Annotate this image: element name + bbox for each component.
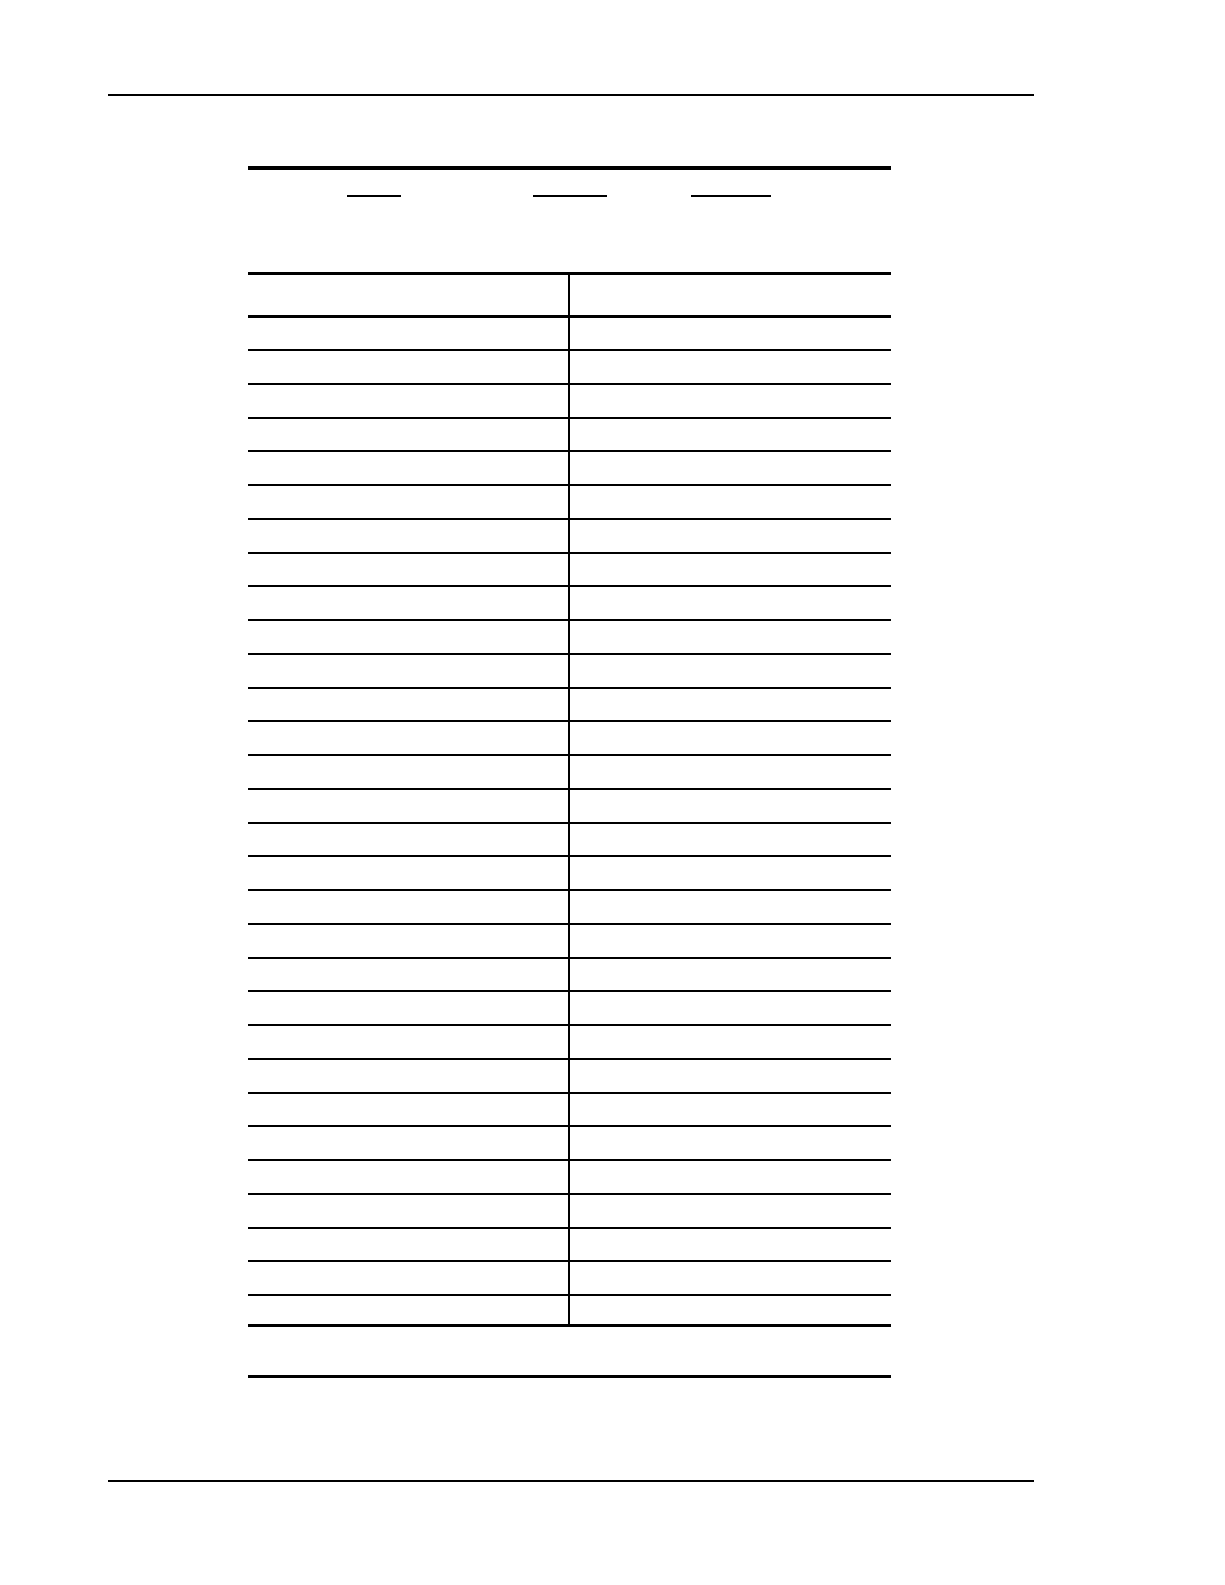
table-row-line — [248, 1294, 891, 1296]
table-row-line — [248, 1092, 891, 1094]
table-row-line — [248, 855, 891, 857]
table-row-line — [248, 720, 891, 722]
table-row-line — [248, 1159, 891, 1161]
header-blank-line-2 — [533, 195, 607, 197]
table-row-line — [248, 383, 891, 385]
table-row-line — [248, 1125, 891, 1127]
form-bottom-rule — [248, 1375, 891, 1378]
table-row-line — [248, 788, 891, 790]
table-row-line — [248, 417, 891, 419]
blank-two-column-table — [248, 272, 891, 1327]
table-row-line — [248, 552, 891, 554]
table-row-line — [248, 585, 891, 587]
table-row-line — [248, 687, 891, 689]
page-top-rule — [108, 94, 1034, 96]
table-row-line — [248, 450, 891, 452]
table-row-line — [248, 990, 891, 992]
table-row-line — [248, 1058, 891, 1060]
table-row-line — [248, 1260, 891, 1262]
table-row-line — [248, 518, 891, 520]
form-top-rule — [248, 166, 891, 170]
table-row-line — [248, 822, 891, 824]
table-row-line — [248, 1227, 891, 1229]
table-row-line — [248, 754, 891, 756]
table-row-line — [248, 349, 891, 351]
table-row-line — [248, 653, 891, 655]
table-row-line — [248, 957, 891, 959]
table-column-divider — [568, 274, 570, 1327]
table-bottom-border — [248, 1324, 891, 1327]
header-blank-line-3 — [691, 195, 771, 197]
table-row-line — [248, 1024, 891, 1026]
page-bottom-rule — [108, 1480, 1034, 1482]
table-row-line — [248, 1193, 891, 1195]
table-row-line — [248, 484, 891, 486]
header-blank-line-1 — [347, 195, 401, 197]
table-row-line — [248, 889, 891, 891]
table-row-line — [248, 923, 891, 925]
table-row-line — [248, 619, 891, 621]
